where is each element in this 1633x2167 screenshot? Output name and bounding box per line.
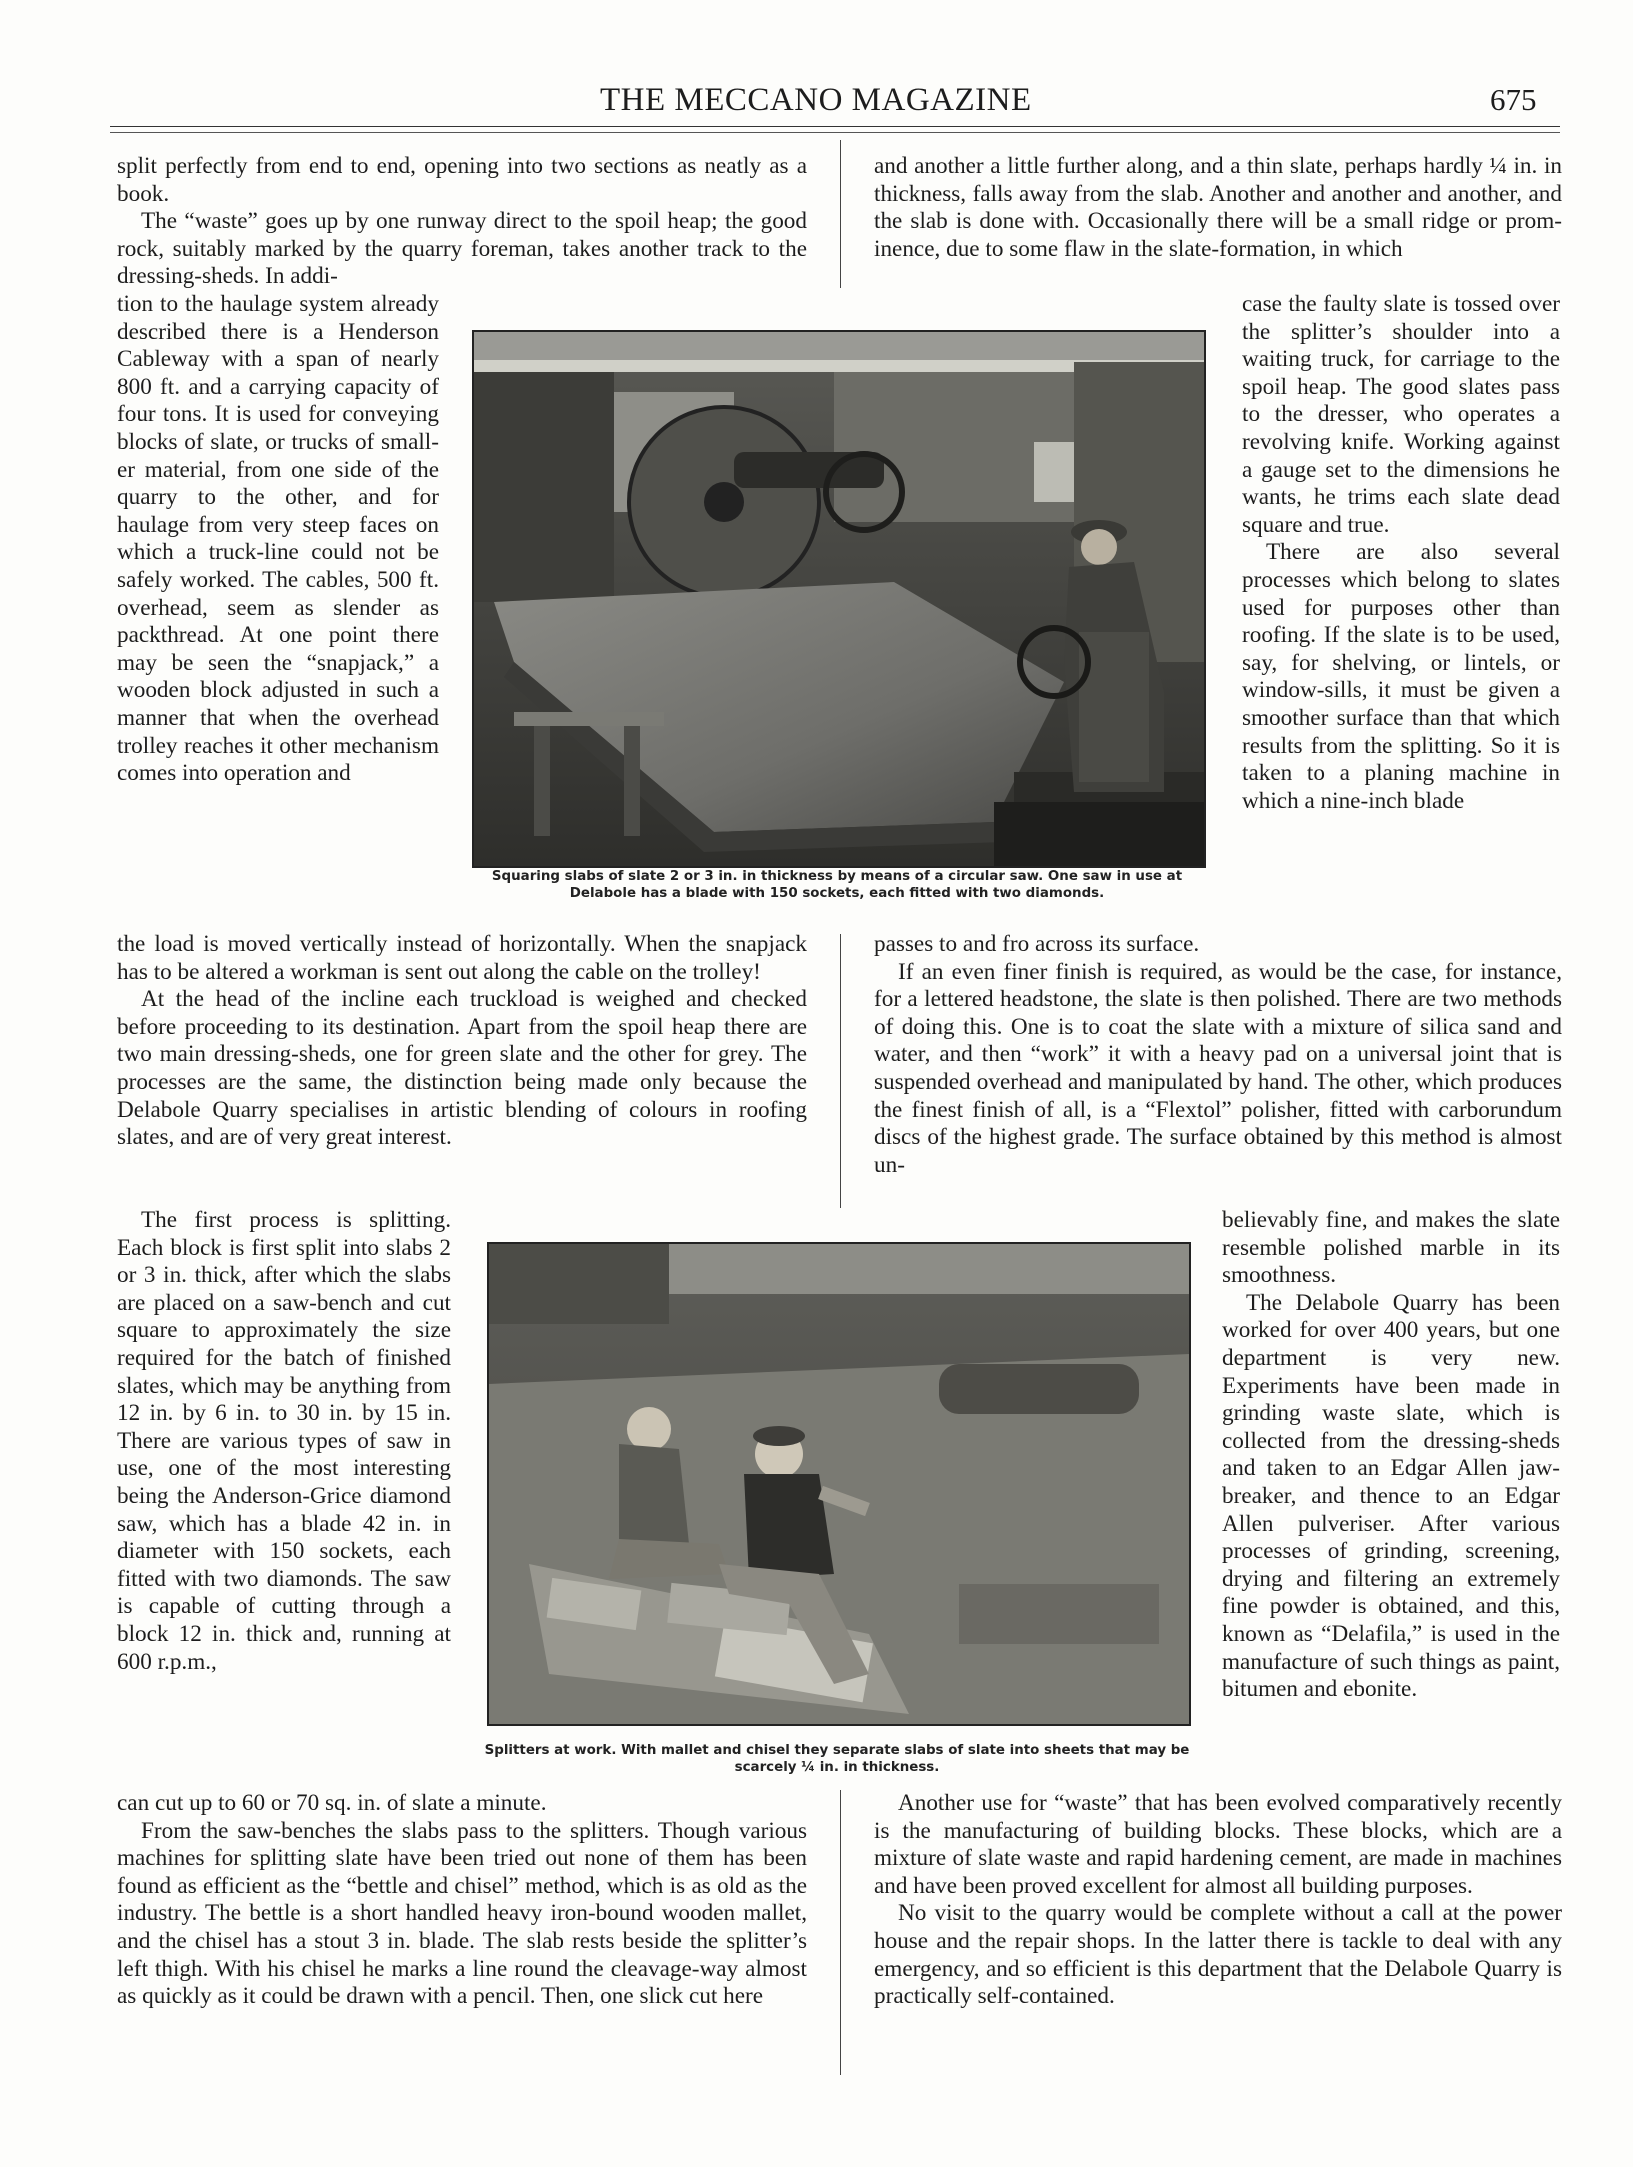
paragraph: There are also several processes which belong to slates used for purposes other than roofing. If the slate is to be used, say, for shelving, or lintels, or window-sills, it must be given a smoother surface than that which results from the splitting. So it is taken to a planing machine in which a nine-inch blade xyxy=(1242,539,1560,814)
paragraph: The Delabole Quarry has been worked for over 400 years, but one department is very new. Experiments have been made in grinding waste slate, which is collected from the dressing-sheds and taken to an Edgar Allen jaw-breaker, and thence to an Edgar Allen pulveriser. After various processes of grinding, screening, drying and filtering an extremely fine powder is obtained, and this, known as “Delafila,” is used in the manufacture of such things as paint, bitumen and ebonite. xyxy=(1222,1289,1560,1703)
paragraph: tion to the haulage system already described there is a Henderson Cableway with a span of nearly 800 ft. and a carrying capacity of four tons. It is used for conveying blocks of slate, or trucks of smaller material, from one side of the quarry to the other, and for haulage from very steep faces on which a truck-line could not be safely worked. The cables, 500 ft. overhead, seem as slender as packthread. At one point there may be seen the “snapjack,” a wooden block adjusted in such a manner that when the overhead trolley reaches it other mechanism comes into operation and xyxy=(117,291,439,787)
right-narrow-text-1 xyxy=(1242,291,1560,815)
header-rule xyxy=(110,126,1560,127)
paragraph: Another use for “waste” that has been evolved comparatively recently is the manufacturing of building blocks. These blocks, which are a mixture of slate waste and rapid hardening cement, are made in machines and have been proved excellent for almost all building purposes. xyxy=(874,1790,1562,1899)
saw-photograph xyxy=(472,330,1206,868)
figure-2-caption: Splitters at work. With mallet and chisel they separate slabs of slate into sheets that may be scarcely ¼ in. in thickness. xyxy=(484,1743,1190,1775)
right-column-bottom xyxy=(874,1790,1562,2011)
paragraph: The first process is splitting. Each block is first split into slabs 2 or 3 in. thick, after which the slabs are placed on a saw-bench and cut square to approximately the size required for the batch of finished slates, which may be anything from 12 in. by 6 in. to 30 in. by 15 in. There are various types of saw in use, one of the most interesting being the Anderson-Grice diamond saw, which has a blade 42 in. in diameter with 150 sockets, each fitted with two diamonds. The saw is capable of cutting through a block 12 in. thick and, running at 600 r.p.m., xyxy=(117,1207,451,1675)
column-divider-bottom xyxy=(840,1790,841,2075)
paragraph: can cut up to 60 or 70 sq. in. of slate a minute. xyxy=(117,1790,547,1816)
left-column-bottom xyxy=(117,1790,807,2011)
paragraph: At the head of the incline each truckload is weighed and checked before proceeding to its destination. Apart from the spoil heap there are two main dressing-sheds, one for green slate and the other for grey. The processes are the same, the distinction being made only because the Delabole Quarry specialises in artistic blending of colours in roofing slates, and are of very great interest. xyxy=(117,986,807,1151)
header-rule-secondary xyxy=(110,132,1560,133)
paragraph: the load is moved vertically instead of horizontally. When the snapjack has to be altered a workman is sent out along the cable on the trolley! xyxy=(117,931,807,985)
paragraph: believably fine, and makes the slate resemble polished marble in its smoothness. xyxy=(1222,1207,1560,1289)
paragraph: and another a little further along, and a thin slate, perhaps hardly ¼ in. in thickness, falls away from the slab. Another and another and another, and the slab is done with. Occasionally there will be a small ridge or prominence, due to some flaw in the slate-formation, in which xyxy=(874,153,1562,262)
figure-1-caption: Squaring slabs of slate 2 or 3 in. in thickness by means of a circular saw. One saw in use at Delabole has a blade with 150 sockets, each fitted with two diamonds. xyxy=(491,869,1183,901)
paragraph: From the saw-benches the slabs pass to the splitters. Though various machines for splitting slate have been tried out none of them has been found as efficient as the “bettle and chisel” method, which is as old as the industry. The bettle is a short handled heavy iron-bound wooden mallet, and the chisel has a stout 3 in. blade. The slab rests beside the splitter’s left thigh. With his chisel he marks a line round the cleavage-way almost as quickly as it could be drawn with a pencil. Then, one slick cut here xyxy=(117,1817,807,2010)
left-column-top xyxy=(117,153,807,291)
paragraph: case the faulty slate is tossed over the splitter’s shoulder into a waiting truck, for carriage to the spoil heap. The good slates pass to the dresser, who operates a revolving knife. Working against a gauge set to the dimensions he wants, he trims each slate dead square and true. xyxy=(1242,291,1560,538)
magazine-title: THE MECCANO MAGAZINE xyxy=(600,82,1032,118)
column-divider-middle xyxy=(840,934,841,1208)
right-column-top xyxy=(874,153,1562,263)
splitters-photograph xyxy=(487,1242,1191,1726)
right-narrow-text-2 xyxy=(1222,1207,1560,1704)
paragraph: The “waste” goes up by one runway direct to the spoil heap; the good rock, suitably marked by the quarry foreman, takes another track to the dressing-sheds. In addi- xyxy=(117,208,807,290)
paragraph: split perfectly from end to end, opening into two sections as neatly as a book. xyxy=(117,153,807,207)
paragraph: If an even finer finish is required, as would be the case, for instance, for a lettered headstone, the slate is then polished. There are two methods of doing this. One is to coat the slate with a mixture of silica sand and water, and then “work” it with a heavy pad on a universal joint that is suspended overhead and manipulated by hand. The other, which produces the finest finish of all, is a “Flextol” polisher, fitted with carborundum discs of the highest grade. The surface obtained by this method is almost un- xyxy=(874,958,1562,1178)
left-column-middle xyxy=(117,931,807,1152)
right-column-middle xyxy=(874,931,1562,1179)
paragraph: passes to and fro across its surface. xyxy=(874,931,1200,957)
left-narrow-text-2 xyxy=(117,1207,451,1676)
circular-saw-image xyxy=(474,332,1204,866)
page-number: 675 xyxy=(1490,82,1537,117)
left-narrow-text-1 xyxy=(117,291,439,788)
splitters-at-work-image xyxy=(489,1244,1189,1724)
column-divider-top xyxy=(840,140,841,288)
paragraph: No visit to the quarry would be complete without a call at the power house and the repair shops. In the latter there is tackle to deal with any emergency, and so efficient is this department that the Delabole Quarry is practically self-contained. xyxy=(874,1900,1562,2010)
